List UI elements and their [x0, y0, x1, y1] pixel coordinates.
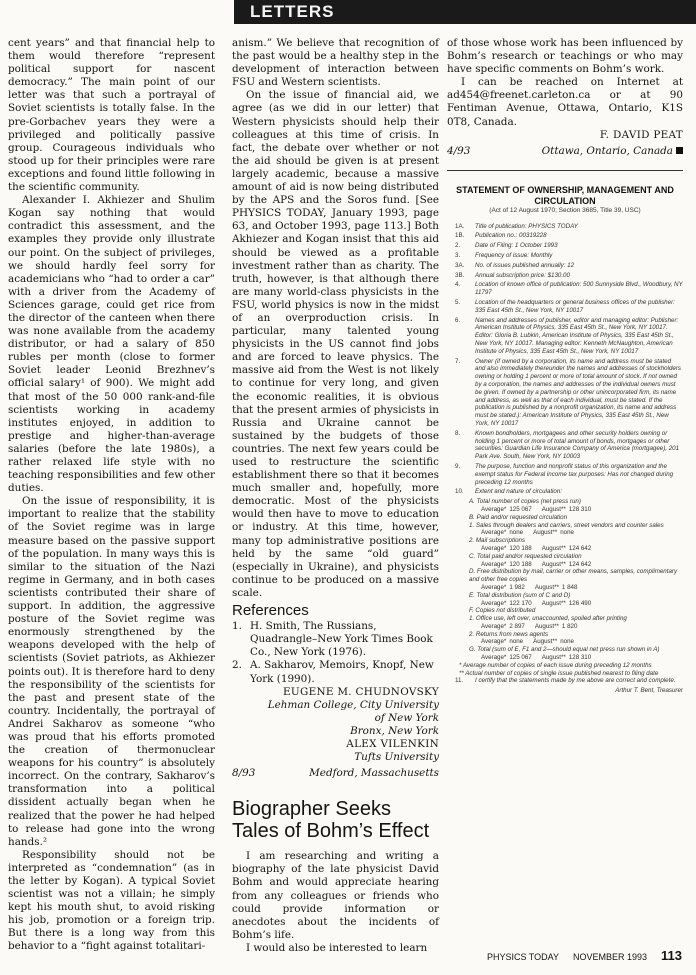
august-label: August** [541, 599, 566, 607]
statement-item-number: 11. [455, 677, 464, 685]
statement-items [447, 223, 683, 497]
circulation-row [447, 592, 683, 608]
paragraph: Responsibility should not be interpreted as “condemnation” (as in the letter by Kogan). A typical Soviet scientist was not a villain; he simply kept his mouth shut, to avoid risking his job, promotion or a foreign trip. But there is a long way from this behavior to a “fight against totalitari- [8, 848, 215, 953]
circulation-label: 2. Mail subscriptions [469, 537, 526, 545]
statement-item-text: Names and addresses of publisher, editor and managing editor: Publisher: American Institute of Physics, 335 East 45th St., New York, NY 10017. Editor: Gloria B. Lubkin, American Institute of Physics, 335 East 45th St., New York, NY 10017. Managing editor: Kenneth McNaughton, American Institute of Physics, 335 East 45th St., New York, NY 10017 [475, 316, 679, 355]
statement-item [447, 358, 683, 428]
august-value: 128 310 [568, 654, 592, 662]
paragraph: I would also be interested to learn [246, 941, 428, 954]
letter-date: 8/93 [232, 767, 256, 780]
circulation-label: 1. Office use, left over, unaccounted, spoiled after printing [469, 615, 627, 623]
reference-text: A. Sakharov, Memoirs, Knopf, New York (1990). [250, 659, 434, 685]
column-1 [8, 37, 215, 954]
circulation-row [447, 607, 683, 615]
average-value: none [509, 638, 524, 646]
author-affiliation: of New York [374, 711, 439, 724]
average-label: Average* [481, 599, 507, 607]
statement-act: (Act of 12 August 1970; Section 3685, Title 39, USC) [489, 206, 641, 214]
circulation-row [447, 646, 683, 662]
august-label: August** [541, 544, 566, 552]
statement-item [447, 317, 683, 356]
august-value: none [560, 638, 574, 646]
circulation-label: A. Total number of copies (net press run) [469, 498, 581, 506]
author-signature: ALEX VILENKIN [346, 737, 439, 750]
statement-item-text: Frequency of issue: Monthly [475, 252, 553, 260]
average-value: 120 188 [509, 560, 532, 568]
page-footer [487, 948, 682, 963]
statement-item-text: Extent and nature of circulation: [475, 488, 563, 496]
circulation-row [447, 568, 683, 591]
letter-date: 4/93 [447, 144, 471, 157]
average-value: 1 982 [509, 583, 525, 591]
circulation-figures [469, 623, 683, 631]
circulation-figures [469, 529, 683, 537]
author-signature: F. DAVID PEAT [599, 128, 683, 141]
august-value: 1 820 [561, 622, 578, 630]
statement-item [447, 272, 683, 280]
statement-item-number: 2. [455, 242, 461, 250]
statement-item [447, 262, 683, 270]
letter-place: Ottawa, Ontario, Canada [541, 144, 673, 157]
average-label: Average* [481, 583, 507, 591]
average-label: Average* [481, 622, 507, 630]
august-value: 1 848 [561, 583, 578, 591]
author-affiliation: Tufts University [354, 751, 439, 764]
circulation-label: C. Total paid and/or requested circulation [469, 552, 582, 560]
page-number: 113 [661, 948, 682, 963]
circulation-figures [469, 545, 683, 553]
statement-item-number: 3A. [455, 261, 465, 269]
statement-item [447, 252, 683, 260]
issue-date: NOVEMBER 1993 [572, 952, 648, 962]
average-value: 120 188 [509, 544, 532, 552]
reference-number: 1. [232, 620, 242, 633]
average-value: none [509, 529, 524, 537]
august-label: August** [541, 654, 566, 662]
statement-item-text: No. of issues published annually: 12 [475, 261, 575, 269]
statement-item-text: Date of Filing: 1 October 1993 [475, 242, 558, 250]
average-label: Average* [481, 654, 507, 662]
statement-item-number: 6. [455, 316, 461, 324]
reference-item [232, 620, 439, 659]
circulation-label: E. Total distribution (sum of C and D) [469, 591, 571, 599]
august-value: 124 642 [568, 560, 592, 568]
dateline [447, 145, 683, 158]
august-value: 128 310 [568, 505, 592, 513]
author-signature: EUGENE M. CHUDNOVSKY [283, 685, 439, 698]
circulation-figures [469, 600, 683, 608]
statement-item-number: 3. [455, 252, 461, 260]
statement-item-text: Title of publication: PHYSICS TODAY [475, 222, 578, 230]
statement-note: * Average number of copies of each issue during preceding 12 months [459, 661, 652, 669]
average-label: Average* [481, 544, 507, 552]
statement-item-text: Annual subscription price: $130.00 [475, 271, 570, 279]
statement-item-number: 9. [455, 462, 461, 470]
circulation-row [447, 615, 683, 631]
statement-item [447, 242, 683, 250]
reference-number: 2. [232, 659, 242, 672]
average-label: Average* [481, 560, 507, 568]
circulation-figures [469, 561, 683, 569]
circulation-row [447, 553, 683, 569]
circulation-row [447, 498, 683, 514]
paragraph: I am researching and writing a biography of the late physicist David Bohm and would appreciate hearing from any colleagues or friends who could provide information or anecdotes about the incidents of Bohm’s life. [232, 850, 439, 941]
statement-item-number: 7. [455, 357, 461, 365]
august-label: August** [534, 583, 559, 591]
statement-note: ** Actual number of copies of single issue published nearest to filing date [459, 669, 659, 677]
circulation-label: G. Total (sum of E, F1 and 2—should equal net press run shown in A) [469, 646, 660, 654]
end-of-article-mark [676, 147, 683, 154]
average-value: 122 170 [509, 599, 532, 607]
statement-item-number: 4. [455, 281, 461, 289]
circulation-row [447, 514, 683, 522]
statement-item-number: 8. [455, 429, 461, 437]
august-label: August** [541, 560, 566, 568]
statement-item [447, 463, 683, 486]
circulation-figures [469, 506, 683, 514]
statement-item [447, 281, 683, 297]
paragraph: I can be reached on Internet at ad454@freenet.carleton.ca or at 90 Fentiman Avenue, Ottawa, Ontario, K1S 0T8, Canada. [447, 76, 683, 128]
statement-item [447, 223, 683, 231]
august-value: 124 642 [568, 544, 592, 552]
paragraph: anism.” We believe that recognition of the past would be a healthy step in the development of interaction between FSU and Western scientists. [232, 37, 439, 89]
statement-item-text: I certify that the statements made by me above are correct and complete. [475, 677, 676, 685]
statement-item-text: Location of known office of publication: 500 Sunnyside Blvd., Woodbury, NY 11797 [475, 281, 683, 297]
statement-item [447, 299, 683, 315]
circulation-figures [469, 638, 683, 646]
circulation-figures [469, 654, 683, 662]
author-affiliation: Bronx, New York [350, 724, 439, 737]
circulation-row [447, 537, 683, 553]
august-label: August** [533, 529, 558, 537]
ownership-statement [447, 170, 683, 695]
references-heading: References [232, 602, 309, 620]
circulation-row [447, 522, 683, 538]
statement-item-text: Owner (if owned by a corporation, its name and address must be stated and also immediately thereunder the names and addresses of stockholders owning or holding 1 percent or more of total amount of stock. If not owned by a corporation, the names and addresses of the individual owners must be given. If owned by a partnership or other unincorporated firm, its name and address, as well as that of each individual, must be stated. If the publication is published by a nonprofit organization, its name and address must be stated.): American Institute of Physics, 335 East 45th St., New York, NY 10017 [475, 357, 682, 427]
circulation-label: F. Copies not distributed [469, 607, 536, 615]
statement-item-number: 1B. [455, 232, 465, 240]
statement-item-text: The purpose, function and nonprofit status of this organization and the exempt status for Federal income tax purposes: Has not changed during preceding 12 months [475, 462, 674, 486]
dateline [232, 767, 439, 780]
letter-place: Medford, Massachusetts [309, 767, 439, 780]
column-3 [447, 37, 683, 695]
section-banner [234, 0, 696, 24]
letter-headline: Biographer Seeks Tales of Bohm’s Effect [232, 798, 430, 843]
august-label: August** [533, 638, 558, 646]
average-value: 125 067 [509, 505, 532, 513]
paragraph: Alexander I. Akhiezer and Shulim Kogan say nothing that would contradict this assessment, and the examples they provide only illustrate our point. On the subject of privileges, we should hardly feel sorry for academicians who “had to order a car” with a driver from the Academy of Sciences garage, could get rice from the director of the canteen when there was none available from the academy distributor, or had a salary of 850 rubles per month (close to former Soviet leader Leonid Brezhnev’s official salary¹ of 900). We might add that most of the 50 000 rank-and-file scientists working in academy institutes enjoyed, in addition to prestige and higher-than-average salaries (before the late 1980s), a rather relaxed life style with no teaching responsibilities and few other duties. [8, 194, 215, 495]
circulation-figures [469, 584, 683, 592]
author-affiliation: Lehman College, City University [267, 698, 439, 711]
statement-item-number: 1A. [455, 222, 465, 230]
column-2 [232, 37, 439, 955]
journal-name: PHYSICS TODAY [486, 952, 559, 962]
paragraph: cent years” and that financial help to them would therefore “represent political support for nascent democracy.” The main point of our letter was that such a portrayal of Soviet scientists is totally false. In the pre-Gorbachev years they were a privileged and politically passive group. Courageous individuals who stood up for their principles were rare exceptions and found little following in the scientific community. [8, 37, 215, 194]
statement-item-number: 5. [455, 299, 461, 307]
reference-text: H. Smith, The Russians, Quadrangle–New York Times Book Co., New York (1976). [250, 620, 433, 659]
paragraph: of those whose work has been influenced by Bohm’s research or teachings or who may have specific comments on Bohm’s work. [447, 37, 683, 76]
reference-item [232, 659, 439, 685]
august-value: none [560, 529, 574, 537]
statement-item-text: Known bondholders, mortgagees and other security holders owning or holding 1 percent or more of total amount of bonds, mortgages or other securities: Guardian Life Insurance Company of America (mortgagee), 201 Park Ave. South, New York, NY 10003 [475, 429, 680, 461]
circulation-label: D. Free distribution by mail, carrier or other means, samples, complimentary and other free copies [469, 568, 678, 584]
circulation-table [447, 498, 683, 662]
statement-item-text: Location of the headquarters or general business offices of the publisher: 335 East 45th St., New York, NY 10017 [475, 299, 675, 314]
statement-item [447, 677, 683, 685]
statement-item [447, 430, 683, 461]
august-label: August** [534, 622, 559, 630]
statement-item-number: 3B. [455, 271, 465, 279]
paragraph: On the issue of financial aid, we agree (as we did in our letter) that Western physicists should help their colleagues at this time of crisis. In fact, the debate over whether or not the aid should be given is at present largely academic, because a massive amount of aid is now being distributed by the APS and the Soros fund. [See PHYSICS TODAY, January 1993, page 63, and October 1993, page 113.] Both Akhiezer and Kogan insist that this aid should be viewed as a profitable investment rather than as charity. The truth, however, is that although there are many world-class physicists in the FSU, world physics is now in the midst of an overproduction crisis. In particular, many talented young physicists in the US cannot find jobs and are forced to leave physics. The massive aid from the West is not likely to continue for very long, and given the economic realities, it is obvious that the present armies of physicists in Russia and Ukraine cannot be sustained by the budgets of those countries. The next few years could be used to restructure the scientific establishment there so that it becomes much smaller and, hopefully, more democratic. Most of the physicists would then have to move to education or industry. At this time, however, many top administrative positions are held by the same “old guard” (especially in Ukraine), and physicists continue to be produced on a massive scale. [232, 89, 439, 599]
average-label: Average* [481, 505, 507, 513]
statement-item [447, 488, 683, 496]
circulation-label: 2. Returns from news agents [469, 630, 549, 638]
circulation-row [447, 631, 683, 647]
average-value: 2 897 [509, 622, 525, 630]
august-value: 126 490 [568, 599, 592, 607]
statement-signature: Arthur T. Bent, Treasurer [615, 687, 683, 695]
average-label: Average* [481, 529, 507, 537]
section-title: LETTERS [250, 2, 335, 21]
references-list [232, 620, 439, 685]
statement-item-number: 10. [455, 488, 464, 496]
average-label: Average* [481, 638, 507, 646]
statement-item [447, 232, 683, 240]
average-value: 125 067 [509, 654, 532, 662]
paragraph: On the issue of responsibility, it is important to realize that the stability of the Soviet regime was in large measure based on the passive support of the population. In many ways this is similar to the situation of the Nazi regime in Germany, and in both cases scientists contributed their share of support. In addition, the aggressive posture of the Soviet regime was enormously strengthened by the weapons developed with the help of scientists (Soviet patriots, as Akhiezer points out). It is therefore hard to deny the responsibility of the scientists for the past and present state of the country. Incidentally, the portrayal of Andrei Sakharov as someone “who was proud that his efforts promoted the creation of thermonuclear weapons for his country” is absolutely incorrect. On the contrary, Sakharov’s transformation into a political dissident actually began when he realized that the power he had helped to release had gone into the wrong hands.² [8, 495, 215, 848]
statement-title: STATEMENT OF OWNERSHIP, MANAGEMENT AND CIRCULATION [456, 184, 674, 206]
circulation-label: B. Paid and/or requested circulation [469, 513, 568, 521]
august-label: August** [541, 505, 566, 513]
circulation-label: 1. Sales through dealers and carriers, street vendors and counter sales [469, 521, 664, 529]
statement-item-text: Publication no.: 00319228 [475, 232, 547, 240]
